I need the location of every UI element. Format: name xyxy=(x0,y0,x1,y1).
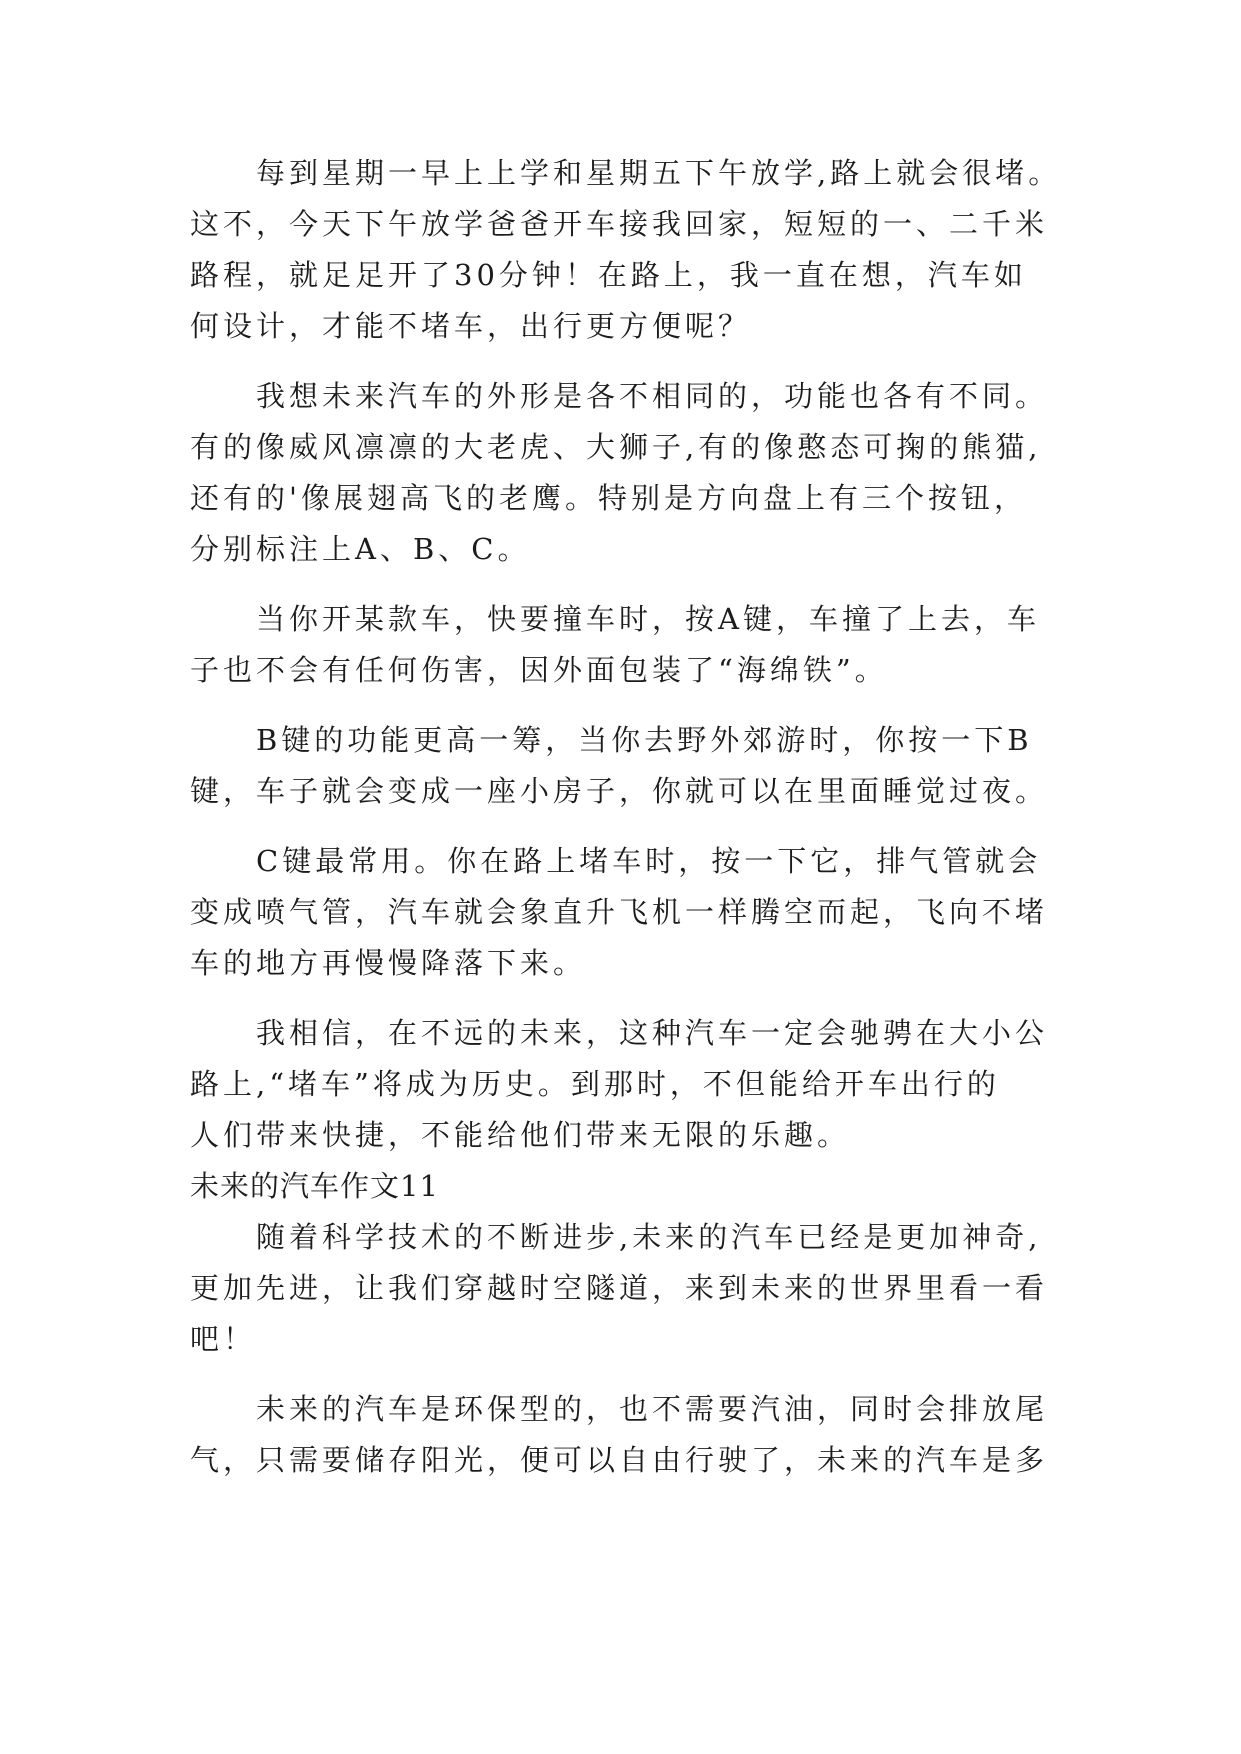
text-line: 随着科学技术的不断进步,未来的汽车已经是更加神奇, xyxy=(256,1220,1042,1254)
text-line: 分别标注上A、B、C。 xyxy=(190,532,531,566)
text-line: 吧！ xyxy=(190,1322,257,1356)
text-line: 有的像威风凛凛的大老虎、大狮子,有的像憨态可掬的熊猫, xyxy=(190,430,1042,464)
text-line: 我相信，在不远的未来，这种汽车一定会驰骋在大小公 xyxy=(256,1016,1049,1050)
text-line: 何设计，才能不堵车，出行更方便呢？ xyxy=(190,309,752,343)
section-heading: 未来的汽车作文11 xyxy=(190,1169,439,1203)
text-line: 键，车子就会变成一座小房子，你就可以在里面睡觉过夜。 xyxy=(190,774,1049,808)
text-line: 子也不会有任何伤害，因外面包装了“海绵铁”。 xyxy=(190,653,888,687)
text-line: 路上,“堵车”将成为历史。到那时，不但能给开车出行的 xyxy=(190,1067,1000,1101)
text-line: 每到星期一早上上学和星期五下午放学,路上就会很堵。 xyxy=(256,156,1062,190)
text-line: 还有的'像展翅高飞的老鹰。特别是方向盘上有三个按钮， xyxy=(190,481,1027,515)
text-line: 人们带来快捷，不能给他们带来无限的乐趣。 xyxy=(190,1118,851,1152)
text-line: 这不，今天下午放学爸爸开车接我回家，短短的一、二千米 xyxy=(190,207,1049,241)
text-line: 当你开某款车，快要撞车时，按A键，车撞了上去，车 xyxy=(256,602,1040,636)
text-line: C键最常用。你在路上堵车时，按一下它，排气管就会 xyxy=(256,844,1042,878)
text-line: 未来的汽车是环保型的，也不需要汽油，同时会排放尾 xyxy=(256,1392,1049,1426)
text-line: B键的功能更高一筹，当你去野外郊游时，你按一下B xyxy=(256,723,1033,757)
text-line: 路程，就足足开了30分钟！在路上，我一直在想，汽车如 xyxy=(190,258,1027,292)
text-line: 更加先进，让我们穿越时空隧道，来到未来的世界里看一看 xyxy=(190,1271,1049,1305)
text-line: 气，只需要储存阳光，便可以自由行驶了，未来的汽车是多 xyxy=(190,1443,1049,1477)
text-line: 车的地方再慢慢降落下来。 xyxy=(190,946,587,980)
text-line: 变成喷气管，汽车就会象直升飞机一样腾空而起，飞向不堵 xyxy=(190,895,1049,929)
text-line: 我想未来汽车的外形是各不相同的，功能也各有不同。 xyxy=(256,379,1049,413)
